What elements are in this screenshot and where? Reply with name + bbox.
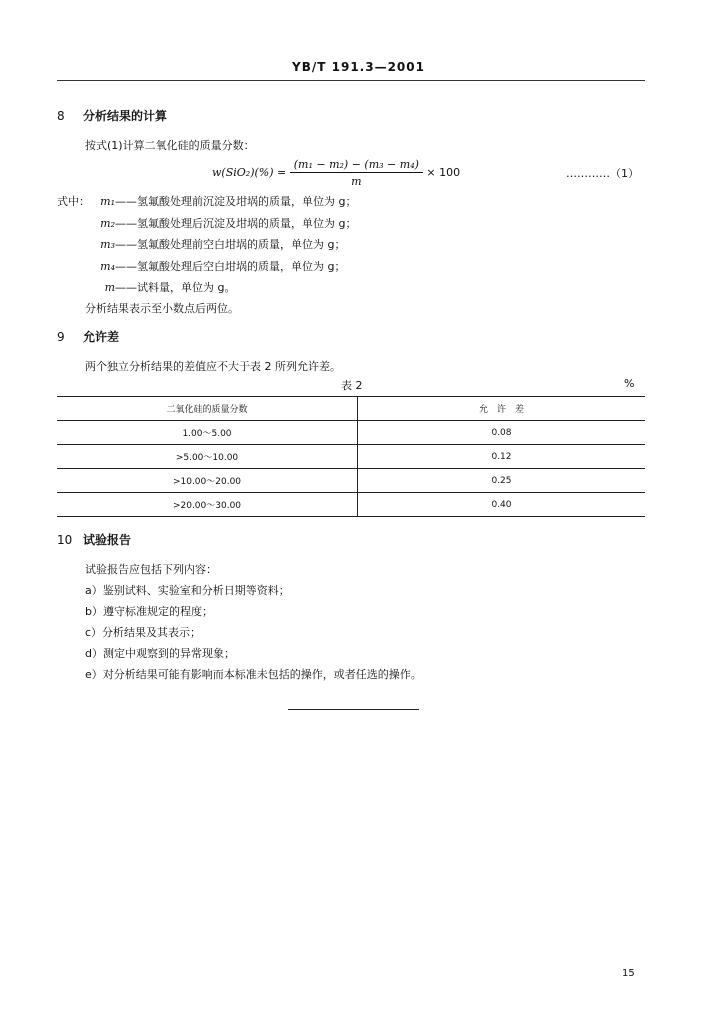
table-header-row bbox=[57, 397, 645, 421]
list-item: e）对分析结果可能有影响而本标准未包括的操作，或者任选的操作。 bbox=[85, 668, 422, 681]
header-rule bbox=[57, 80, 645, 81]
variable-description: ——试料量，单位为 g。 bbox=[115, 281, 236, 294]
table-cell: 0.25 bbox=[358, 469, 646, 493]
table-title: 表 2 bbox=[341, 379, 363, 392]
formula bbox=[212, 158, 460, 188]
table-cell: >20.00～30.00 bbox=[57, 493, 358, 517]
formula-intro: 按式(1)计算二氧化硅的质量分数： bbox=[85, 139, 255, 152]
table-header-cell: 二氧化硅的质量分数 bbox=[57, 397, 358, 421]
end-rule bbox=[288, 709, 419, 710]
variable-row bbox=[93, 258, 345, 274]
list-item: b）遵守标准规定的程度； bbox=[85, 605, 213, 618]
table-unit: % bbox=[624, 377, 635, 390]
section-9-heading bbox=[57, 328, 119, 345]
where-label: 式中： bbox=[57, 195, 90, 208]
table-header-cell: 允 许 差 bbox=[358, 397, 646, 421]
variable-row bbox=[93, 193, 356, 209]
formula-numerator: (m₁ − m₂) − (m₃ − m₄) bbox=[290, 158, 423, 173]
report-intro: 试验报告应包括下列内容： bbox=[85, 563, 217, 576]
section-number: 8 bbox=[57, 109, 65, 123]
variable-description: ——氢氟酸处理后沉淀及坩埚的质量，单位为 g； bbox=[115, 217, 357, 230]
section-10-heading bbox=[57, 531, 131, 548]
table-row bbox=[57, 421, 645, 445]
tolerance-table bbox=[57, 396, 645, 517]
formula-denominator: m bbox=[351, 175, 362, 188]
list-item: d）测定中观察到的异常现象； bbox=[85, 647, 235, 660]
formula-label: …………（1） bbox=[566, 167, 639, 180]
variable-symbol: m bbox=[104, 281, 115, 294]
section-8-heading bbox=[57, 107, 167, 124]
table-cell: >10.00～20.00 bbox=[57, 469, 358, 493]
formula-fraction bbox=[290, 158, 423, 188]
result-note: 分析结果表示至小数点后两位。 bbox=[85, 302, 239, 315]
page-number: 15 bbox=[622, 968, 635, 979]
variable-description: ——氢氟酸处理前空白坩埚的质量，单位为 g； bbox=[115, 238, 346, 251]
table-cell: 0.12 bbox=[358, 445, 646, 469]
variable-symbol: m₁ bbox=[100, 195, 115, 208]
variable-symbol: m₂ bbox=[100, 217, 115, 230]
section-title: 试验报告 bbox=[83, 533, 132, 547]
section-number: 9 bbox=[57, 330, 65, 344]
variable-description: ——氢氟酸处理前沉淀及坩埚的质量，单位为 g； bbox=[115, 195, 357, 208]
table-row bbox=[57, 445, 645, 469]
formula-lhs: w(SiO₂)(%) = bbox=[212, 166, 287, 179]
section-number: 10 bbox=[57, 533, 73, 547]
table-row bbox=[57, 469, 645, 493]
standard-code: YB/T 191.3—2001 bbox=[292, 60, 425, 74]
table-cell: 1.00～5.00 bbox=[57, 421, 358, 445]
variable-row bbox=[93, 215, 356, 231]
variable-row bbox=[93, 236, 345, 252]
tolerance-text: 两个独立分析结果的差值应不大于表 2 所列允许差。 bbox=[85, 360, 341, 373]
list-item: a）鉴别试料、实验室和分析日期等资料； bbox=[85, 584, 290, 597]
variable-row bbox=[93, 279, 235, 295]
variable-symbol: m₄ bbox=[100, 260, 115, 273]
section-title: 分析结果的计算 bbox=[83, 109, 168, 123]
variable-description: ——氢氟酸处理后空白坩埚的质量，单位为 g； bbox=[115, 260, 346, 273]
table-cell: >5.00～10.00 bbox=[57, 445, 358, 469]
section-title: 允许差 bbox=[83, 330, 120, 344]
table-cell: 0.40 bbox=[358, 493, 646, 517]
table-cell: 0.08 bbox=[358, 421, 646, 445]
table-row bbox=[57, 493, 645, 517]
formula-multiplier: × 100 bbox=[426, 166, 461, 179]
variable-symbol: m₃ bbox=[100, 238, 115, 251]
list-item: c）分析结果及其表示； bbox=[85, 626, 202, 639]
